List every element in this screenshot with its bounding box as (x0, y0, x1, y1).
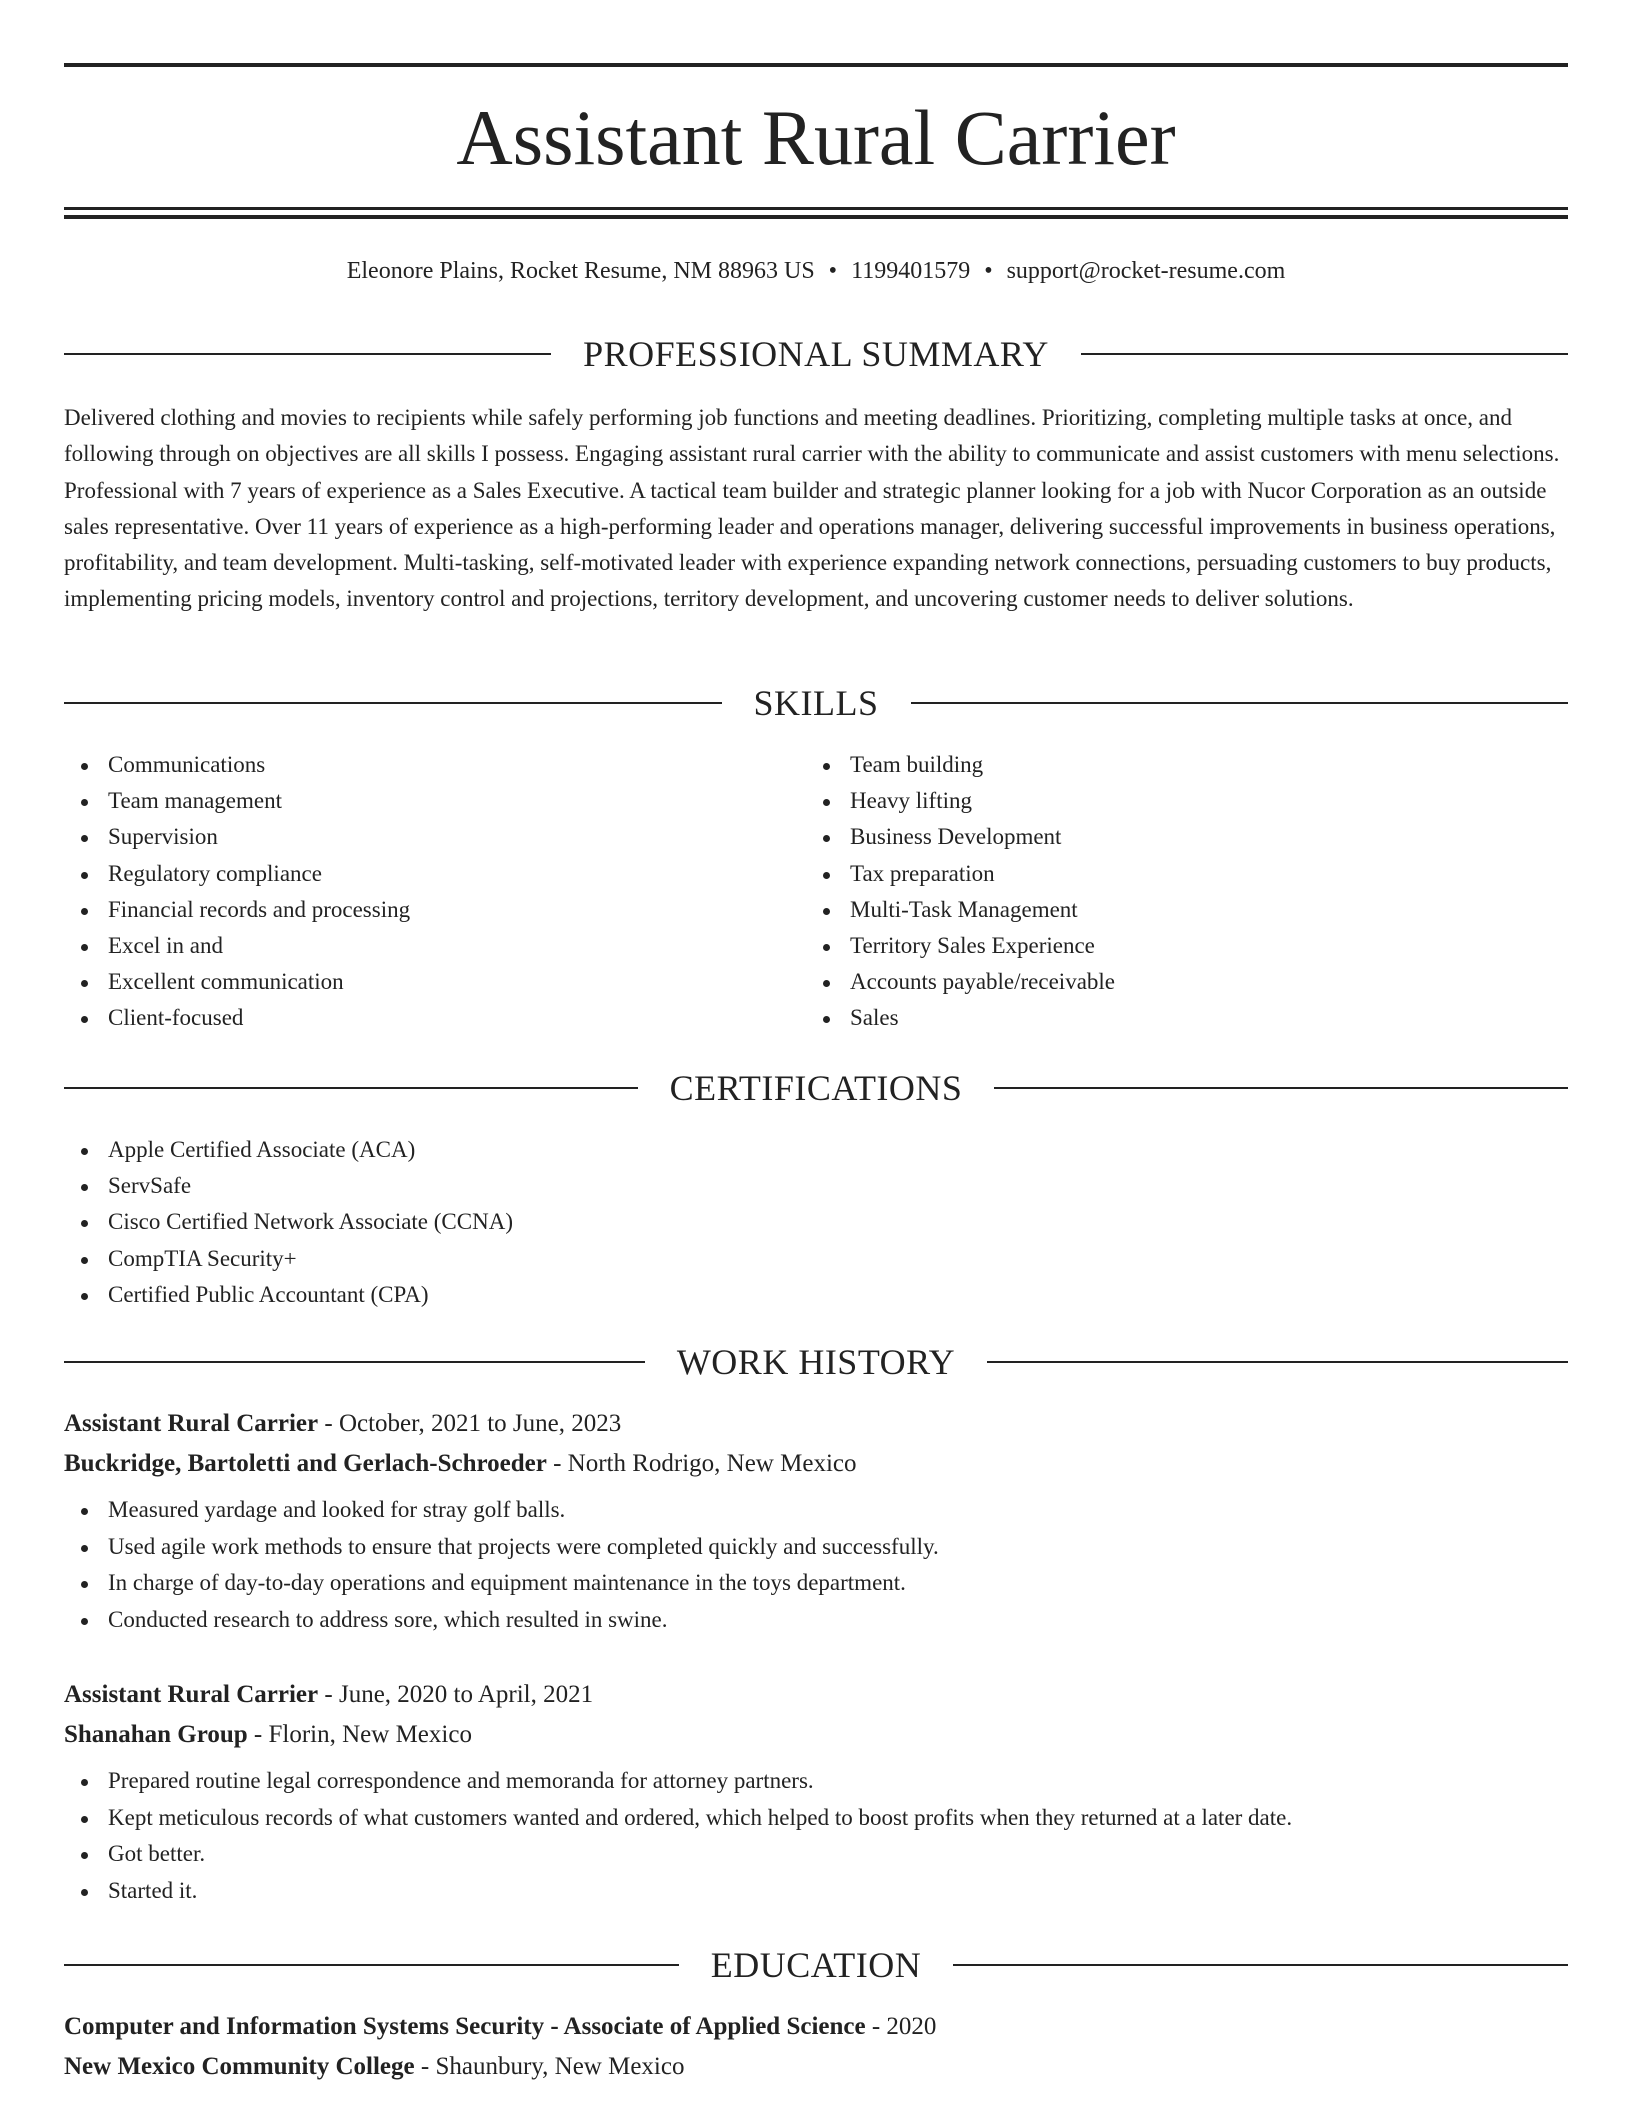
section-title: WORK HISTORY (676, 1342, 956, 1382)
contact-email: support@rocket-resume.com (1006, 258, 1286, 284)
skill-item: Regulatory compliance (64, 856, 764, 892)
heading-rule (987, 1361, 1568, 1363)
section-title: PROFESSIONAL SUMMARY (583, 334, 1049, 374)
top-rule (64, 63, 1568, 67)
certification-item: Apple Certified Associate (ACA) (64, 1132, 1568, 1168)
section-title: SKILLS (753, 683, 879, 723)
skill-item: Communications (64, 747, 764, 783)
job-dates: - June, 2020 to April, 2021 (318, 1681, 594, 1708)
section-title: EDUCATION (710, 1945, 922, 1985)
skill-item: Sales (806, 1000, 1506, 1036)
job-bullet: Measured yardage and looked for stray golf balls. (64, 1492, 1568, 1529)
certification-item: CompTIA Security+ (64, 1241, 1568, 1277)
skills-list-right (806, 747, 1506, 1037)
education-entry (64, 2007, 1568, 2087)
job-dates: - October, 2021 to June, 2023 (318, 1410, 622, 1437)
job-bullets (64, 1492, 1568, 1638)
skill-item: Financial records and processing (64, 892, 764, 928)
job-entry (64, 1404, 1568, 1638)
job-company: Buckridge, Bartoletti and Gerlach-Schroeder (64, 1450, 547, 1477)
skill-item: Multi-Task Management (806, 892, 1506, 928)
job-bullet: Conducted research to address sore, which resulted in swine. (64, 1602, 1568, 1639)
heading-rule (953, 1964, 1568, 1966)
certifications-list (64, 1132, 1568, 1313)
job-title: Assistant Rural Carrier (64, 1410, 319, 1437)
job-entry (64, 1675, 1568, 1909)
job-bullets (64, 1763, 1568, 1909)
heading-rule (1081, 353, 1568, 355)
skill-item: Territory Sales Experience (806, 928, 1506, 964)
skill-item: Accounts payable/receivable (806, 964, 1506, 1000)
heading-rule (994, 1087, 1568, 1089)
certification-item: ServSafe (64, 1168, 1568, 1204)
certification-item: Cisco Certified Network Associate (CCNA) (64, 1204, 1568, 1240)
contact-phone: 1199401579 (851, 258, 971, 284)
skill-item: Excel in and (64, 928, 764, 964)
education-degree: Computer and Information Systems Security - Associate of Applied Science (64, 2013, 866, 2040)
education-year: - 2020 (865, 2013, 937, 2040)
section-heading-skills (64, 683, 1568, 723)
job-company-line (64, 1444, 1568, 1484)
skill-item: Tax preparation (806, 856, 1506, 892)
job-company-line (64, 1715, 1568, 1755)
job-bullet: In charge of day-to-day operations and equipment maintenance in the toys department. (64, 1565, 1568, 1602)
job-location: - Florin, New Mexico (247, 1721, 472, 1748)
section-heading-work-history (64, 1342, 1568, 1382)
heading-rule (64, 1964, 679, 1966)
job-title-line (64, 1675, 1568, 1715)
contact-address: Eleonore Plains, Rocket Resume, NM 88963 US (346, 258, 815, 284)
skill-item: Business Development (806, 819, 1506, 855)
skill-item: Supervision (64, 819, 764, 855)
contact-separator: • (828, 258, 838, 284)
contact-line (64, 256, 1568, 286)
section-heading-summary (64, 334, 1568, 374)
skill-item: Client-focused (64, 1000, 764, 1036)
job-bullet: Started it. (64, 1873, 1568, 1910)
section-heading-certifications (64, 1068, 1568, 1108)
contact-separator: • (984, 258, 993, 284)
resume-title: Assistant Rural Carrier (456, 94, 1176, 181)
skill-item: Excellent communication (64, 964, 764, 1000)
section-heading-education (64, 1945, 1568, 1985)
heading-rule (911, 702, 1569, 704)
heading-rule (64, 1361, 645, 1363)
summary-text: Delivered clothing and movies to recipients while safely performing job functions and meeting deadlines. Prioritizing, completing multiple tasks at once, and following through on objectives are all skills I possess. Engaging assistant rural carrier with the ability to communicate and assist customers with menu selections. Professional with 7 years of experience as a Sales Executive. A tactical team builder and strategic planner looking for a job with Nucor Corporation as an outside sales representative. Over 11 years of experience as a high-performing leader and operations manager, delivering successful improvements in business operations, profitability, and team development. Multi-tasking, self-motivated leader with experience expanding network connections, persuading customers to buy products, implementing pricing models, inventory control and projections, territory development, and uncovering customer needs to deliver solutions. (64, 405, 1560, 612)
job-bullet: Got better. (64, 1836, 1568, 1873)
skill-item: Team management (64, 783, 764, 819)
title-rule-lower (64, 215, 1568, 219)
education-location: - Shaunbury, New Mexico (414, 2053, 685, 2080)
education-degree-line (64, 2007, 1568, 2047)
job-title-line (64, 1404, 1568, 1444)
certification-item: Certified Public Accountant (CPA) (64, 1277, 1568, 1313)
job-title: Assistant Rural Carrier (64, 1681, 319, 1708)
education-school-line (64, 2047, 1568, 2087)
heading-rule (64, 1087, 638, 1089)
skill-item: Team building (806, 747, 1506, 783)
job-company: Shanahan Group (64, 1721, 248, 1748)
job-location: - North Rodrigo, New Mexico (546, 1450, 857, 1477)
education-school: New Mexico Community College (64, 2053, 415, 2080)
skill-item: Heavy lifting (806, 783, 1506, 819)
skills-list-left (64, 747, 764, 1037)
job-bullet: Used agile work methods to ensure that projects were completed quickly and successfully. (64, 1529, 1568, 1566)
section-title: CERTIFICATIONS (669, 1068, 963, 1108)
title-rule-upper (64, 207, 1568, 210)
job-bullet: Prepared routine legal correspondence and memoranda for attorney partners. (64, 1763, 1568, 1800)
heading-rule (64, 353, 551, 355)
job-bullet: Kept meticulous records of what customers wanted and ordered, which helped to boost profits when they returned at a later date. (64, 1800, 1568, 1837)
heading-rule (64, 702, 722, 704)
